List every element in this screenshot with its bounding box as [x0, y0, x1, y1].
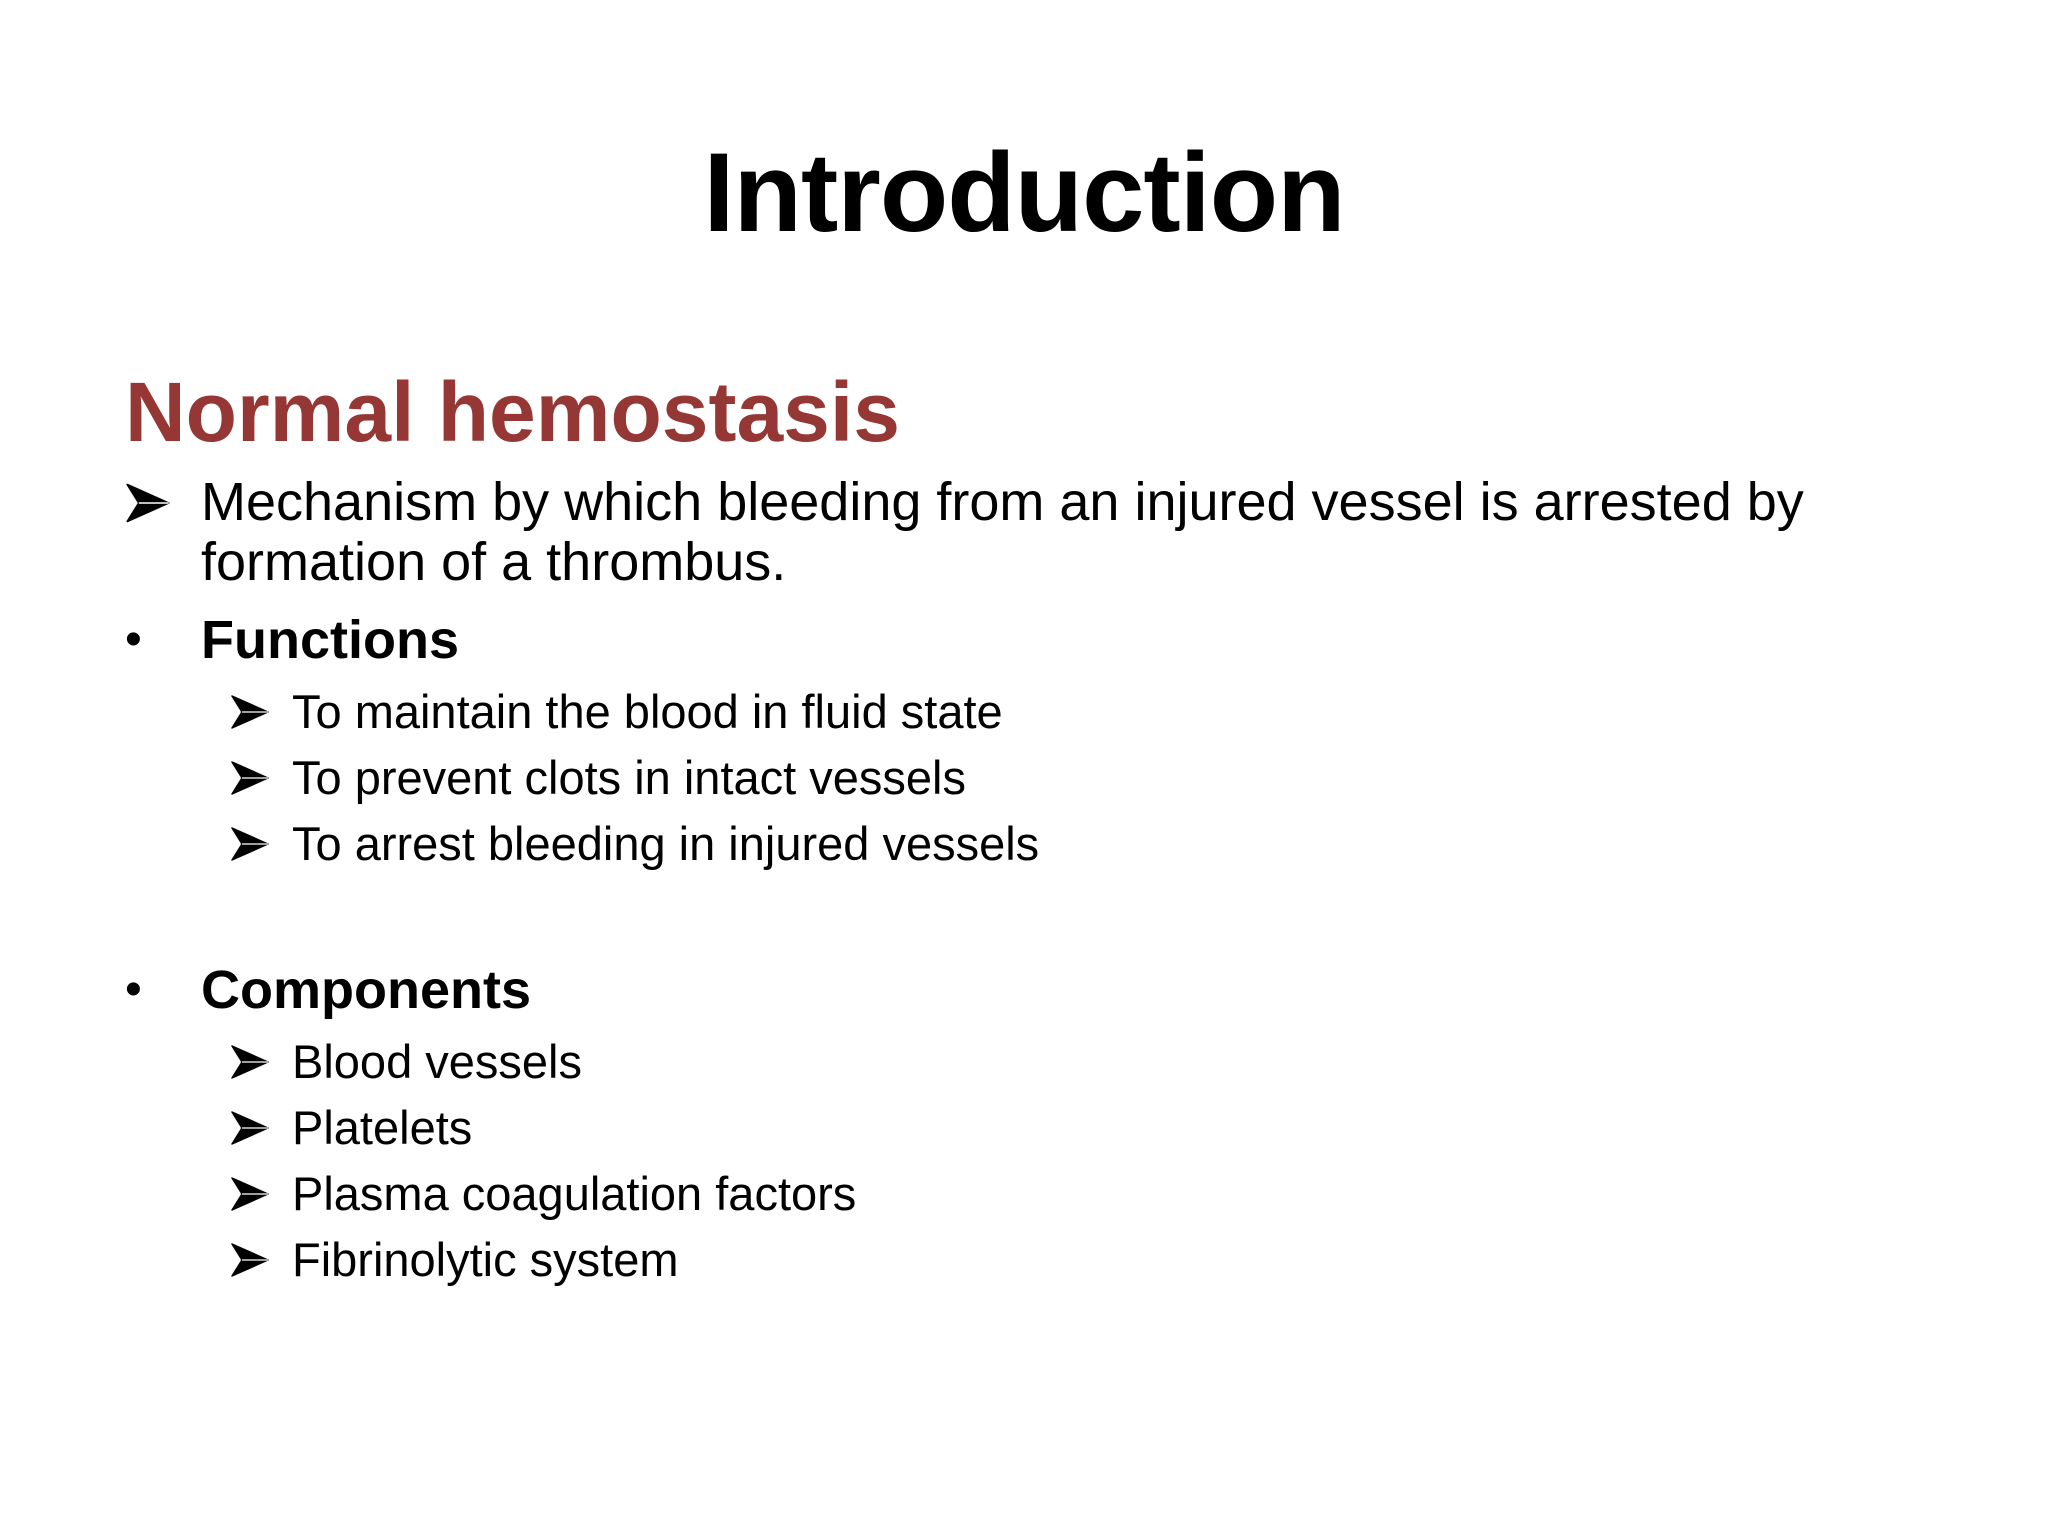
bullet-dot: • [125, 963, 142, 1016]
functions-heading-row [125, 610, 459, 670]
list-item [230, 1098, 472, 1158]
component-item-3: Plasma coagulation factors [292, 1167, 857, 1220]
definition-line-1: Mechanism by which bleeding from an injured vessel is arrested by [201, 472, 1804, 532]
component-item-2: Platelets [292, 1101, 473, 1154]
bullet-dot: • [125, 613, 142, 666]
component-item-4: Fibrinolytic system [292, 1233, 679, 1286]
components-heading: Components [201, 960, 531, 1020]
arrowhead-bullet-icon [230, 760, 270, 796]
arrowhead-bullet-icon [230, 1176, 270, 1212]
list-item [230, 1032, 582, 1092]
arrowhead-bullet-icon [230, 1110, 270, 1146]
slide-title: Introduction [703, 130, 1345, 255]
components-heading-row [125, 960, 531, 1020]
arrowhead-bullet-icon [125, 482, 171, 524]
component-item-1: Blood vessels [292, 1035, 582, 1088]
definition-item [125, 472, 1804, 592]
section-heading: Normal hemostasis [125, 365, 900, 459]
definition-line-2: formation of a thrombus. [201, 532, 787, 592]
list-item [230, 1164, 856, 1224]
function-item-2: To prevent clots in intact vessels [292, 751, 966, 804]
function-item-3: To arrest bleeding in injured vessels [292, 817, 1040, 870]
list-item [230, 1230, 679, 1290]
arrowhead-bullet-icon [230, 1044, 270, 1080]
list-item [230, 682, 1003, 742]
arrowhead-bullet-icon [230, 1242, 270, 1278]
arrowhead-bullet-icon [230, 694, 270, 730]
list-item [230, 748, 966, 808]
arrowhead-bullet-icon [230, 826, 270, 862]
list-item [230, 814, 1039, 874]
function-item-1: To maintain the blood in fluid state [292, 685, 1003, 738]
functions-heading: Functions [201, 610, 459, 670]
